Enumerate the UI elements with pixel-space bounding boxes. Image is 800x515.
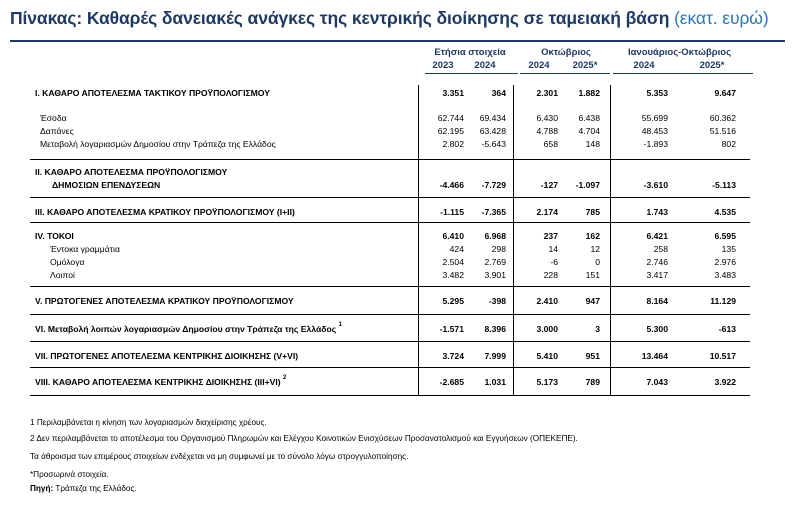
cell-value: 785 — [585, 207, 600, 217]
cell-value: -1.115 — [440, 207, 464, 217]
cell-value: 3.482 — [442, 270, 464, 280]
title-rule — [10, 40, 785, 42]
cell-value: 10.517 — [709, 351, 736, 361]
header-underline — [520, 73, 610, 74]
row-separator — [30, 222, 750, 223]
cell-value: 2.802 — [442, 139, 464, 149]
cell-value: 258 — [653, 244, 668, 254]
page-title: Πίνακας: Καθαρές δανειακές ανάγκες της κεντρικής διοίκησης σε ταμειακή βάση (εκατ. ευρώ) — [10, 8, 769, 28]
cell-value: 364 — [491, 88, 506, 98]
row-separator — [30, 367, 750, 368]
cell-value: 2.769 — [484, 257, 506, 267]
cell-value: 151 — [585, 270, 600, 280]
cell-value: -7.729 — [481, 180, 506, 190]
row-separator — [30, 341, 750, 342]
cell-value: -1.097 — [575, 180, 600, 190]
cell-value: 2.174 — [536, 207, 558, 217]
header-year: 2024 — [474, 60, 496, 71]
cell-value: 951 — [585, 351, 600, 361]
cell-value: 9.647 — [714, 88, 736, 98]
row-separator — [30, 314, 750, 315]
header-year: 2024 — [633, 60, 655, 71]
cell-value: 62.744 — [437, 113, 464, 123]
header-underline — [613, 73, 753, 74]
cell-value: 6.595 — [714, 231, 736, 241]
cell-value: 135 — [721, 244, 736, 254]
column-separator — [418, 85, 419, 395]
row-label: Έντοκα γραμμάτια — [50, 244, 120, 254]
cell-value: 162 — [585, 231, 600, 241]
row-label: I. ΚΑΘΑΡΟ ΑΠΟΤΕΛΕΣΜΑ ΤΑΚΤΙΚΟΥ ΠΡΟΫΠΟΛΟΓΙΣΜΟΥ — [35, 88, 270, 98]
row-label: II. ΚΑΘΑΡΟ ΑΠΟΤΕΛΕΣΜΑ ΠΡΟΫΠΟΛΟΓΙΣΜΟΥ — [35, 167, 228, 177]
cell-value: 424 — [449, 244, 464, 254]
cell-value: 62.195 — [437, 126, 464, 136]
cell-value: 3.922 — [714, 377, 736, 387]
cell-value: 3.901 — [484, 270, 506, 280]
source-text: Τράπεζα της Ελλάδος. — [53, 484, 137, 493]
header-year: 2024 — [528, 60, 550, 71]
row-label-continued: ΔΗΜΟΣΙΩΝ ΕΠΕΝΔΥΣΕΩΝ — [52, 180, 161, 190]
column-separator — [610, 85, 611, 395]
cell-value: -7.365 — [481, 207, 506, 217]
row-label: IV. ΤΟΚΟΙ — [35, 231, 74, 241]
cell-value: 4.788 — [536, 126, 558, 136]
cell-value: 3.724 — [442, 351, 464, 361]
cell-value: 8.396 — [484, 324, 506, 334]
cell-value: 11.129 — [710, 296, 736, 306]
row-separator — [30, 286, 750, 287]
cell-value: 658 — [543, 139, 558, 149]
cell-value: 5.353 — [646, 88, 668, 98]
cell-value: -4.466 — [439, 180, 464, 190]
cell-value: 298 — [491, 244, 506, 254]
cell-value: 13.464 — [641, 351, 668, 361]
row-label: V. ΠΡΩΤΟΓΕΝΕΣ ΑΠΟΤΕΛΕΣΜΑ ΚΡΑΤΙΚΟΥ ΠΡΟΫΠΟΛΟΓΙΣΜΟΥ — [35, 296, 294, 306]
header-year: 2023 — [432, 60, 454, 71]
cell-value: -1.571 — [439, 324, 464, 334]
cell-value: 3.351 — [442, 88, 464, 98]
cell-value: 4.535 — [714, 207, 736, 217]
cell-value: 6.421 — [646, 231, 668, 241]
header-group-jan-oct: Ιανουάριος-Οκτώβριος — [627, 47, 732, 58]
cell-value: 1.031 — [484, 377, 506, 387]
cell-value: 6.430 — [536, 113, 558, 123]
cell-value: 2.410 — [536, 296, 558, 306]
cell-value: 1.882 — [578, 88, 600, 98]
cell-value: 12 — [590, 244, 600, 254]
cell-value: 3.417 — [646, 270, 668, 280]
footnote-marker: 1 — [338, 322, 342, 328]
cell-value: 148 — [585, 139, 600, 149]
footnote-marker: 2 — [282, 375, 287, 381]
source-label: Πηγή: — [30, 484, 54, 493]
cell-value: 8.164 — [646, 296, 668, 306]
cell-value: 6.410 — [442, 231, 464, 241]
row-label: Έσοδα — [40, 113, 67, 123]
footnote-2: 2 Δεν περιλαμβάνεται το αποτέλεσμα του Οργανισμού Πληρωμών και Ελέγχου Κοινοτικών Ενισχύσεων Προσανατολισμού και Εγγυήσεων (ΟΠΕΚΕΠΕ). — [30, 434, 578, 443]
unit-label: (εκατ. ευρώ) — [674, 8, 769, 28]
cell-value: 789 — [585, 377, 600, 387]
cell-value: 237 — [543, 231, 558, 241]
cell-value: 228 — [543, 270, 558, 280]
cell-value: -127 — [540, 180, 558, 190]
cell-value: -398 — [488, 296, 506, 306]
cell-value: 5.410 — [536, 351, 558, 361]
cell-value: 5.300 — [646, 324, 668, 334]
row-label: Δαπάνες — [40, 126, 74, 136]
header-underline — [425, 73, 518, 74]
row-label: VII. ΠΡΩΤΟΓΕΝΕΣ ΑΠΟΤΕΛΕΣΜΑ ΚΕΝΤΡΙΚΗΣ ΔΙΟΙΚΗΣΗΣ (V+VI) — [35, 351, 299, 361]
cell-value: 55.699 — [641, 113, 668, 123]
cell-value: 2.301 — [536, 88, 558, 98]
cell-value: 69.434 — [479, 113, 506, 123]
cell-value: 4.704 — [578, 126, 600, 136]
cell-value: 7.999 — [484, 351, 506, 361]
cell-value: 60.362 — [709, 113, 736, 123]
cell-value: 6.968 — [484, 231, 506, 241]
cell-value: 802 — [721, 139, 736, 149]
cell-value: -3.610 — [643, 180, 668, 190]
cell-value: 3 — [595, 324, 600, 334]
row-label: III. ΚΑΘΑΡΟ ΑΠΟΤΕΛΕΣΜΑ ΚΡΑΤΙΚΟΥ ΠΡΟΫΠΟΛΟΓΙΣΜΟΥ (I+II) — [35, 207, 295, 217]
row-separator — [30, 197, 750, 198]
cell-value: 0 — [595, 257, 600, 267]
cell-value: -2.685 — [439, 377, 464, 387]
cell-value: 3.000 — [536, 324, 558, 334]
row-label: Μεταβολή λογαριασμών Δημοσίου στην Τράπεζα της Ελλάδος — [40, 139, 276, 149]
row-label: VIII. ΚΑΘΑΡΟ ΑΠΟΤΕΛΕΣΜΑ ΚΕΝΤΡΙΚΗΣ ΔΙΟΙΚΗΣΗΣ (III+VI) $^2$ — [35, 375, 287, 387]
header-year: 2025* — [699, 60, 725, 71]
rounding-note: Τα άθροισμα των επιμέρους στοιχείων ενδέχεται να μη συμφωνεί με το σύνολο λόγω στρογγυλοποίησης. — [30, 452, 409, 461]
row-label: Ομόλογα — [50, 257, 85, 267]
cell-value: -1.893 — [643, 139, 668, 149]
cell-value: 14 — [548, 244, 558, 254]
table-bottom-rule — [30, 395, 750, 396]
cell-value: 48.453 — [641, 126, 668, 136]
header-group-october: Οκτώβριος — [541, 47, 591, 58]
column-separator — [513, 85, 514, 395]
cell-value: 6.438 — [578, 113, 600, 123]
cell-value: -5.643 — [481, 139, 506, 149]
cell-value: 3.483 — [714, 270, 736, 280]
row-separator — [30, 159, 750, 160]
header-group-annual: Ετήσια στοιχεία — [434, 47, 506, 58]
cell-value: 2.746 — [646, 257, 668, 267]
row-label: VI. Μεταβολή λοιπών λογαριασμών Δημοσίου στην Τράπεζα της Ελλάδος $^1$ — [35, 322, 342, 334]
cell-value: 51.516 — [709, 126, 736, 136]
cell-value: -6 — [550, 257, 558, 267]
cell-value: 5.295 — [442, 296, 464, 306]
cell-value: 947 — [585, 296, 600, 306]
provisional-note: *Προσωρινά στοιχεία. — [30, 470, 109, 479]
cell-value: -613 — [718, 324, 736, 334]
source-note — [30, 484, 137, 493]
cell-value: 2.504 — [442, 257, 464, 267]
footnote-1: 1 Περιλαμβάνεται η κίνηση των λογαριασμών διαχείρισης χρέους. — [30, 418, 267, 427]
cell-value: -5.113 — [712, 180, 736, 190]
row-label: Λοιποί — [50, 270, 75, 280]
cell-value: 1.743 — [646, 207, 668, 217]
header-year: 2025* — [572, 60, 598, 71]
cell-value: 63.428 — [479, 126, 506, 136]
cell-value: 7.043 — [646, 377, 668, 387]
cell-value: 2.976 — [714, 257, 736, 267]
cell-value: 5.173 — [536, 377, 558, 387]
